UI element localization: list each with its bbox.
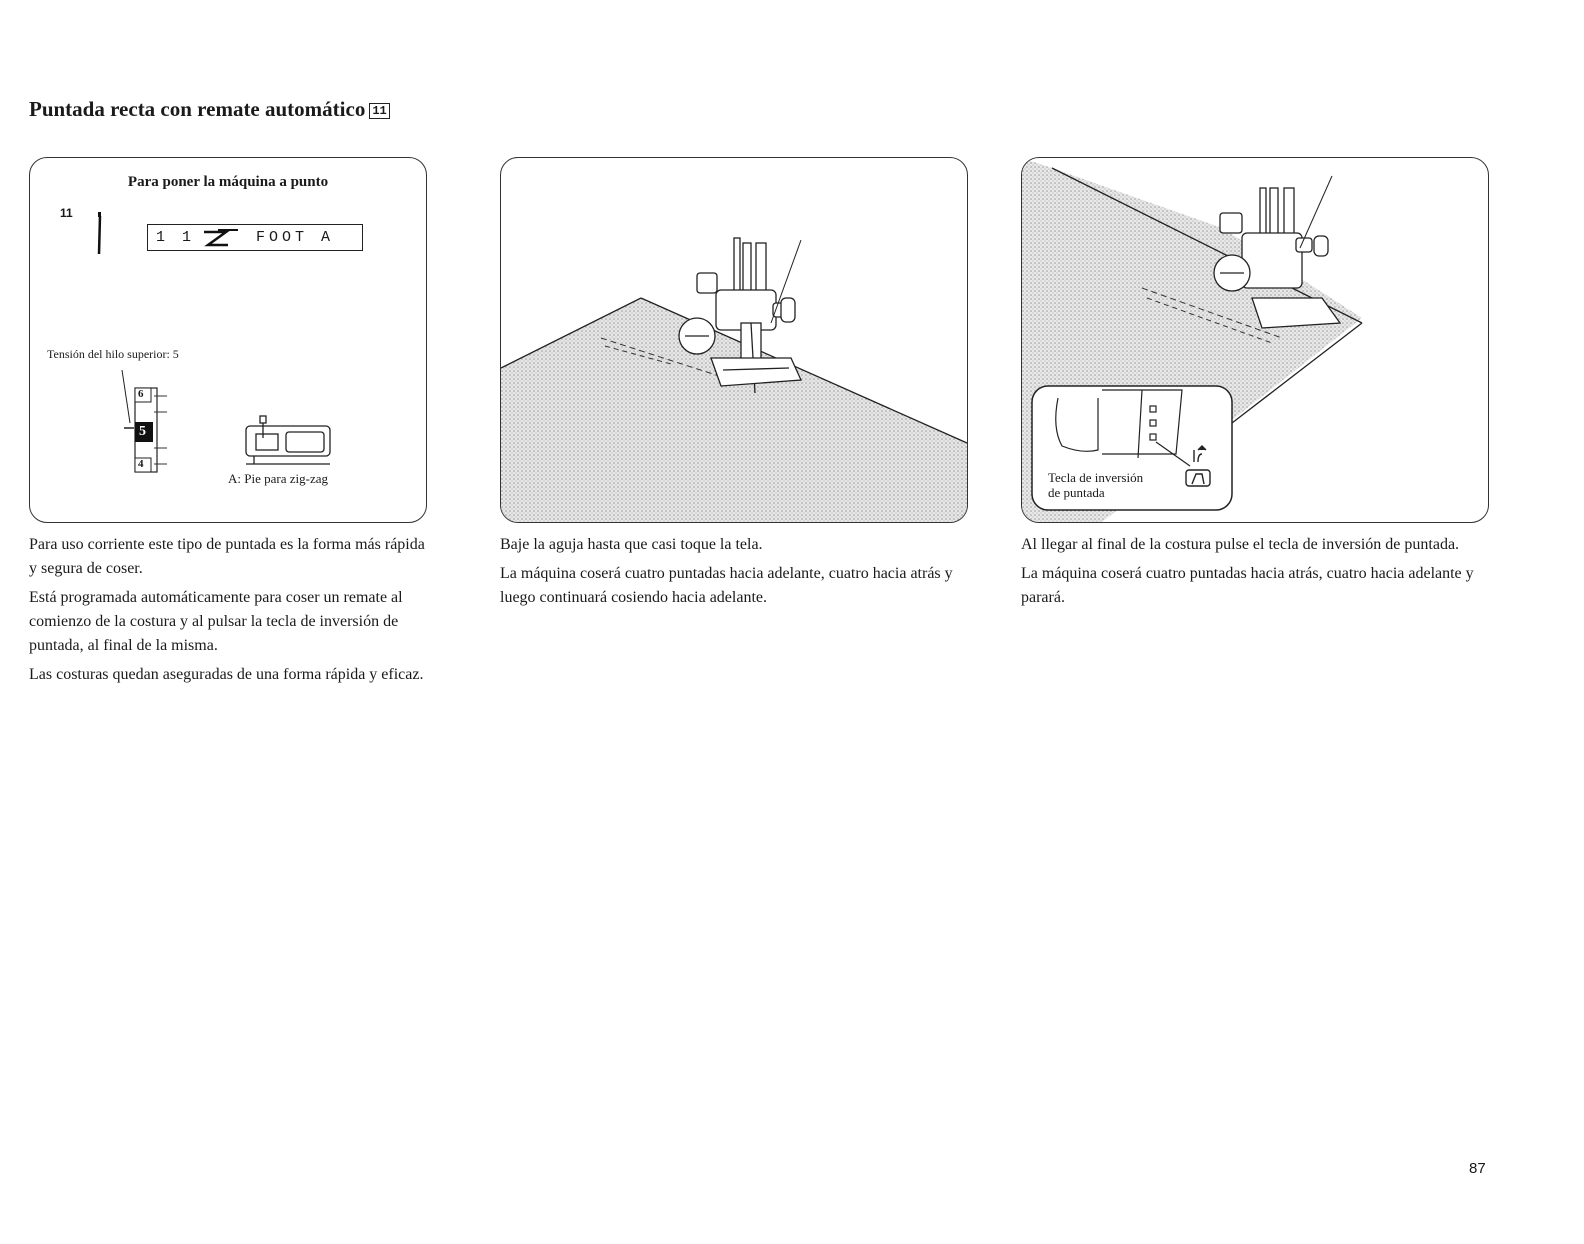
page-title-text: Puntada recta con remate automático — [29, 97, 366, 121]
zigzag-foot-icon — [246, 416, 330, 464]
paragraph: Las costuras quedan aseguradas de una forma rápida y eficaz. — [29, 666, 424, 683]
pattern-number-box: 11 — [369, 103, 389, 119]
setup-heading: Para poner la máquina a punto — [127, 174, 329, 190]
setup-panel — [29, 157, 427, 523]
needle-down-illustration-panel — [500, 157, 968, 523]
paragraph: Al llegar al final de la costura pulse el tecla de inversión de puntada. — [1021, 536, 1460, 553]
setup-illustration — [30, 158, 426, 522]
needle-down-illustration — [501, 158, 967, 522]
lcd-foot-text: FOOT A — [256, 229, 335, 246]
zigzag-lcd-icon — [198, 225, 238, 250]
page-title — [29, 97, 390, 122]
text-column-1 — [29, 533, 429, 692]
dial-value-5: 5 — [139, 424, 146, 439]
dial-value-4: 4 — [138, 458, 144, 470]
paragraph: Está programada automáticamente para coser un remate al comienzo de la costura y al pulsar la tecla de inversión de puntada, al final de la misma. — [29, 589, 403, 654]
text-column-3 — [1021, 533, 1501, 615]
stitch-number: 11 — [60, 206, 73, 220]
straight-stitch-icon — [98, 212, 101, 254]
text-column-2 — [500, 533, 970, 615]
tension-label: Tensión del hilo superior: 5 — [47, 347, 179, 361]
reverse-key-illustration — [1022, 158, 1488, 522]
reverse-key-label — [1048, 470, 1143, 500]
foot-label: A: Pie para zig-zag — [228, 471, 328, 486]
paragraph: La máquina coserá cuatro puntadas hacia adelante, cuatro hacia atrás y luego continuará cosiendo hacia adelante. — [500, 565, 953, 606]
reverse-key-label-line1: Tecla de inversión — [1048, 470, 1144, 485]
fabric-shape — [501, 298, 967, 522]
paragraph: La máquina coserá cuatro puntadas hacia atrás, cuatro hacia adelante y parará. — [1021, 565, 1474, 606]
page-number: 87 — [1469, 1160, 1486, 1177]
reverse-key-label-line2: de puntada — [1048, 485, 1105, 500]
lcd-pattern-number: 1 1 — [156, 229, 196, 246]
dial-value-6: 6 — [138, 388, 144, 400]
paragraph: Para uso corriente este tipo de puntada es la forma más rápida y segura de coser. — [29, 536, 425, 577]
reverse-key-illustration-panel — [1021, 157, 1489, 523]
paragraph: Baje la aguja hasta que casi toque la tela. — [500, 536, 763, 553]
lcd-display — [147, 224, 363, 251]
